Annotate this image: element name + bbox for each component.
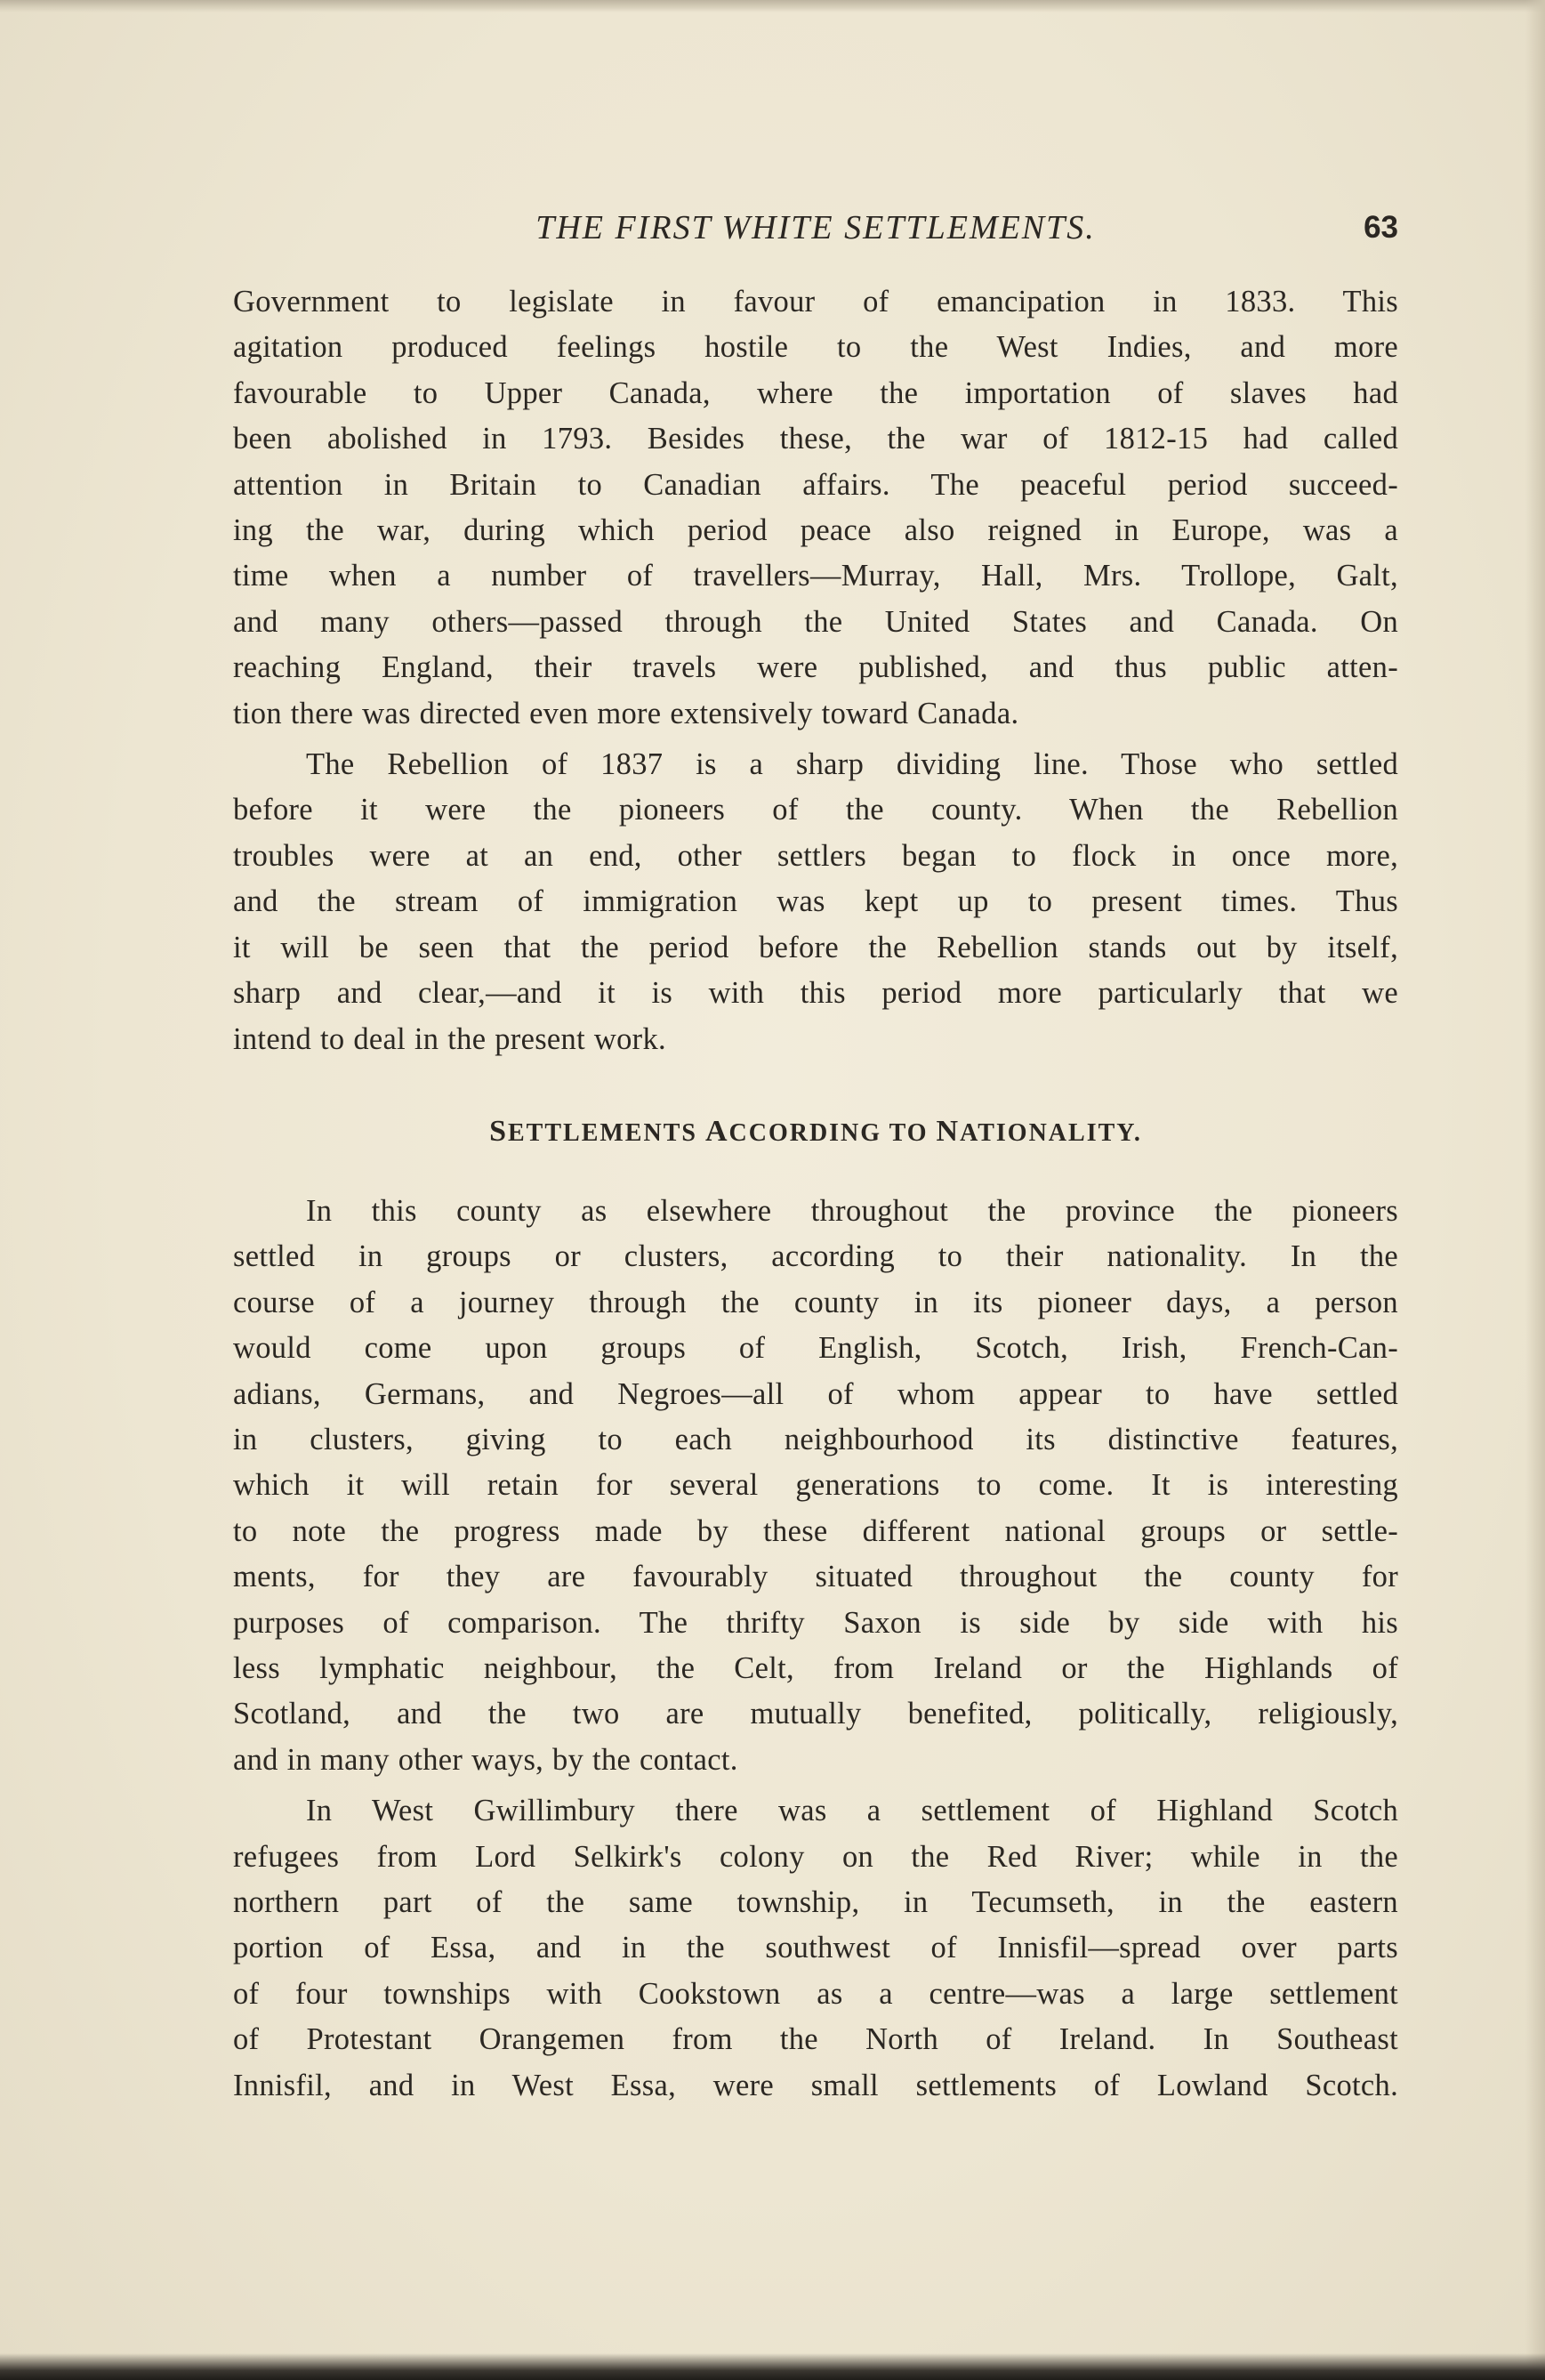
heading-cap: S	[489, 1114, 508, 1148]
text-line: ments, for they are favourably situated throughout the county for	[233, 1560, 1398, 1594]
text-line: in clusters, giving to each neighbourhood its distinctive features,	[233, 1422, 1398, 1456]
text-line: The Rebellion of 1837 is a sharp dividing line. Those who settled	[306, 747, 1398, 782]
paragraph-1	[233, 279, 1398, 737]
text-line: Innisfil, and in West Essa, were small settlements of Lowland Scotch.	[233, 2068, 1398, 2102]
text-line: Scotland, and the two are mutually benefited, politically, religiously,	[233, 1697, 1398, 1731]
text-line: agitation produced feelings hostile to the West Indies, and more	[233, 330, 1398, 365]
running-head	[233, 201, 1398, 254]
text-line: of four townships with Cookstown as a centre—was a large settlement	[233, 1976, 1398, 2011]
text-line: and the stream of immigration was kept up to present times. Thus	[233, 884, 1398, 919]
section-gap-below	[233, 1151, 1398, 1189]
text-line: refugees from Lord Selkirk's colony on the Red River; while in the	[233, 1839, 1398, 1874]
body-text	[233, 279, 1398, 2109]
text-line: reaching England, their travels were published, and thus public atten-	[233, 650, 1398, 685]
text-line: favourable to Upper Canada, where the importation of slaves had	[233, 375, 1398, 410]
text-line: sharp and clear,—and it is with this period more particularly that we	[233, 976, 1398, 1011]
text-line: less lymphatic neighbour, the Celt, from Ireland or the Highlands of	[233, 1650, 1398, 1685]
text-line: In this county as elsewhere throughout the province the pioneers	[306, 1193, 1398, 1228]
text-line: would come upon groups of English, Scotch, Irish, French-Can-	[233, 1331, 1398, 1366]
heading-word: TO	[889, 1118, 929, 1147]
text-line: been abolished in 1793. Besides these, the war of 1812-15 had called	[233, 422, 1398, 456]
page-number: 63	[1364, 210, 1398, 245]
text-line: which it will retain for several generations to come. It is interesting	[233, 1468, 1398, 1503]
text-line: intend to deal in the present work.	[233, 1021, 666, 1056]
text-line: portion of Essa, and in the southwest of Innisfil—spread over parts	[233, 1931, 1398, 1965]
text-line: settled in groups or clusters, according to their nationality. In the	[233, 1239, 1398, 1274]
heading-rest: ATIONALITY.	[960, 1118, 1142, 1147]
text-line: troubles were at an end, other settlers began to flock in once more,	[233, 838, 1398, 873]
running-title: THE FIRST WHITE SETTLEMENTS.	[535, 209, 1096, 246]
section-paragraph-1	[233, 1189, 1398, 1783]
section-heading	[233, 1114, 1398, 1151]
text-line: ing the war, during which period peace also reigned in Europe, was a	[233, 513, 1398, 548]
text-line: attention in Britain to Canadian affairs. The peaceful period succeed-	[233, 467, 1398, 502]
text-line: to note the progress made by these different national groups or settle-	[233, 1513, 1398, 1548]
text-line: course of a journey through the county in its pioneer days, a person	[233, 1285, 1398, 1319]
text-line: and many others—passed through the United States and Canada. On	[233, 604, 1398, 639]
text-line: adians, Germans, and Negroes—all of whom appear to have settled	[233, 1376, 1398, 1411]
text-line: In West Gwillimbury there was a settlement of Highland Scotch	[306, 1794, 1398, 1828]
heading-cap: A	[704, 1114, 729, 1148]
text-line: tion there was directed even more extensively toward Canada.	[233, 696, 1019, 730]
text-line: time when a number of travellers—Murray, Hall, Mrs. Trollope, Galt,	[233, 559, 1398, 593]
section-paragraph-2	[233, 1788, 1398, 2109]
page-right-edge	[1525, 0, 1545, 2380]
text-line: northern part of the same township, in Tecumseth, in the eastern	[233, 1885, 1398, 1919]
text-line: before it were the pioneers of the county. When the Rebellion	[233, 793, 1398, 827]
heading-rest: ETTLEMENTS	[507, 1118, 697, 1147]
text-line: Government to legislate in favour of emancipation in 1833. This	[233, 285, 1398, 319]
heading-rest: CCORDING	[728, 1118, 882, 1147]
heading-cap: N	[936, 1114, 961, 1148]
section-gap-above	[233, 1062, 1398, 1114]
text-line: purposes of comparison. The thrifty Saxon is side by side with his	[233, 1605, 1398, 1640]
text-line: it will be seen that the period before the Rebellion stands out by itself,	[233, 930, 1398, 964]
text-line: of Protestant Orangemen from the North of Ireland. In Southeast	[233, 2022, 1398, 2057]
page-top-edge	[0, 0, 1545, 12]
paragraph-2	[233, 742, 1398, 1062]
text-line: and in many other ways, by the contact.	[233, 1742, 738, 1777]
page-bottom-edge	[0, 2353, 1545, 2380]
